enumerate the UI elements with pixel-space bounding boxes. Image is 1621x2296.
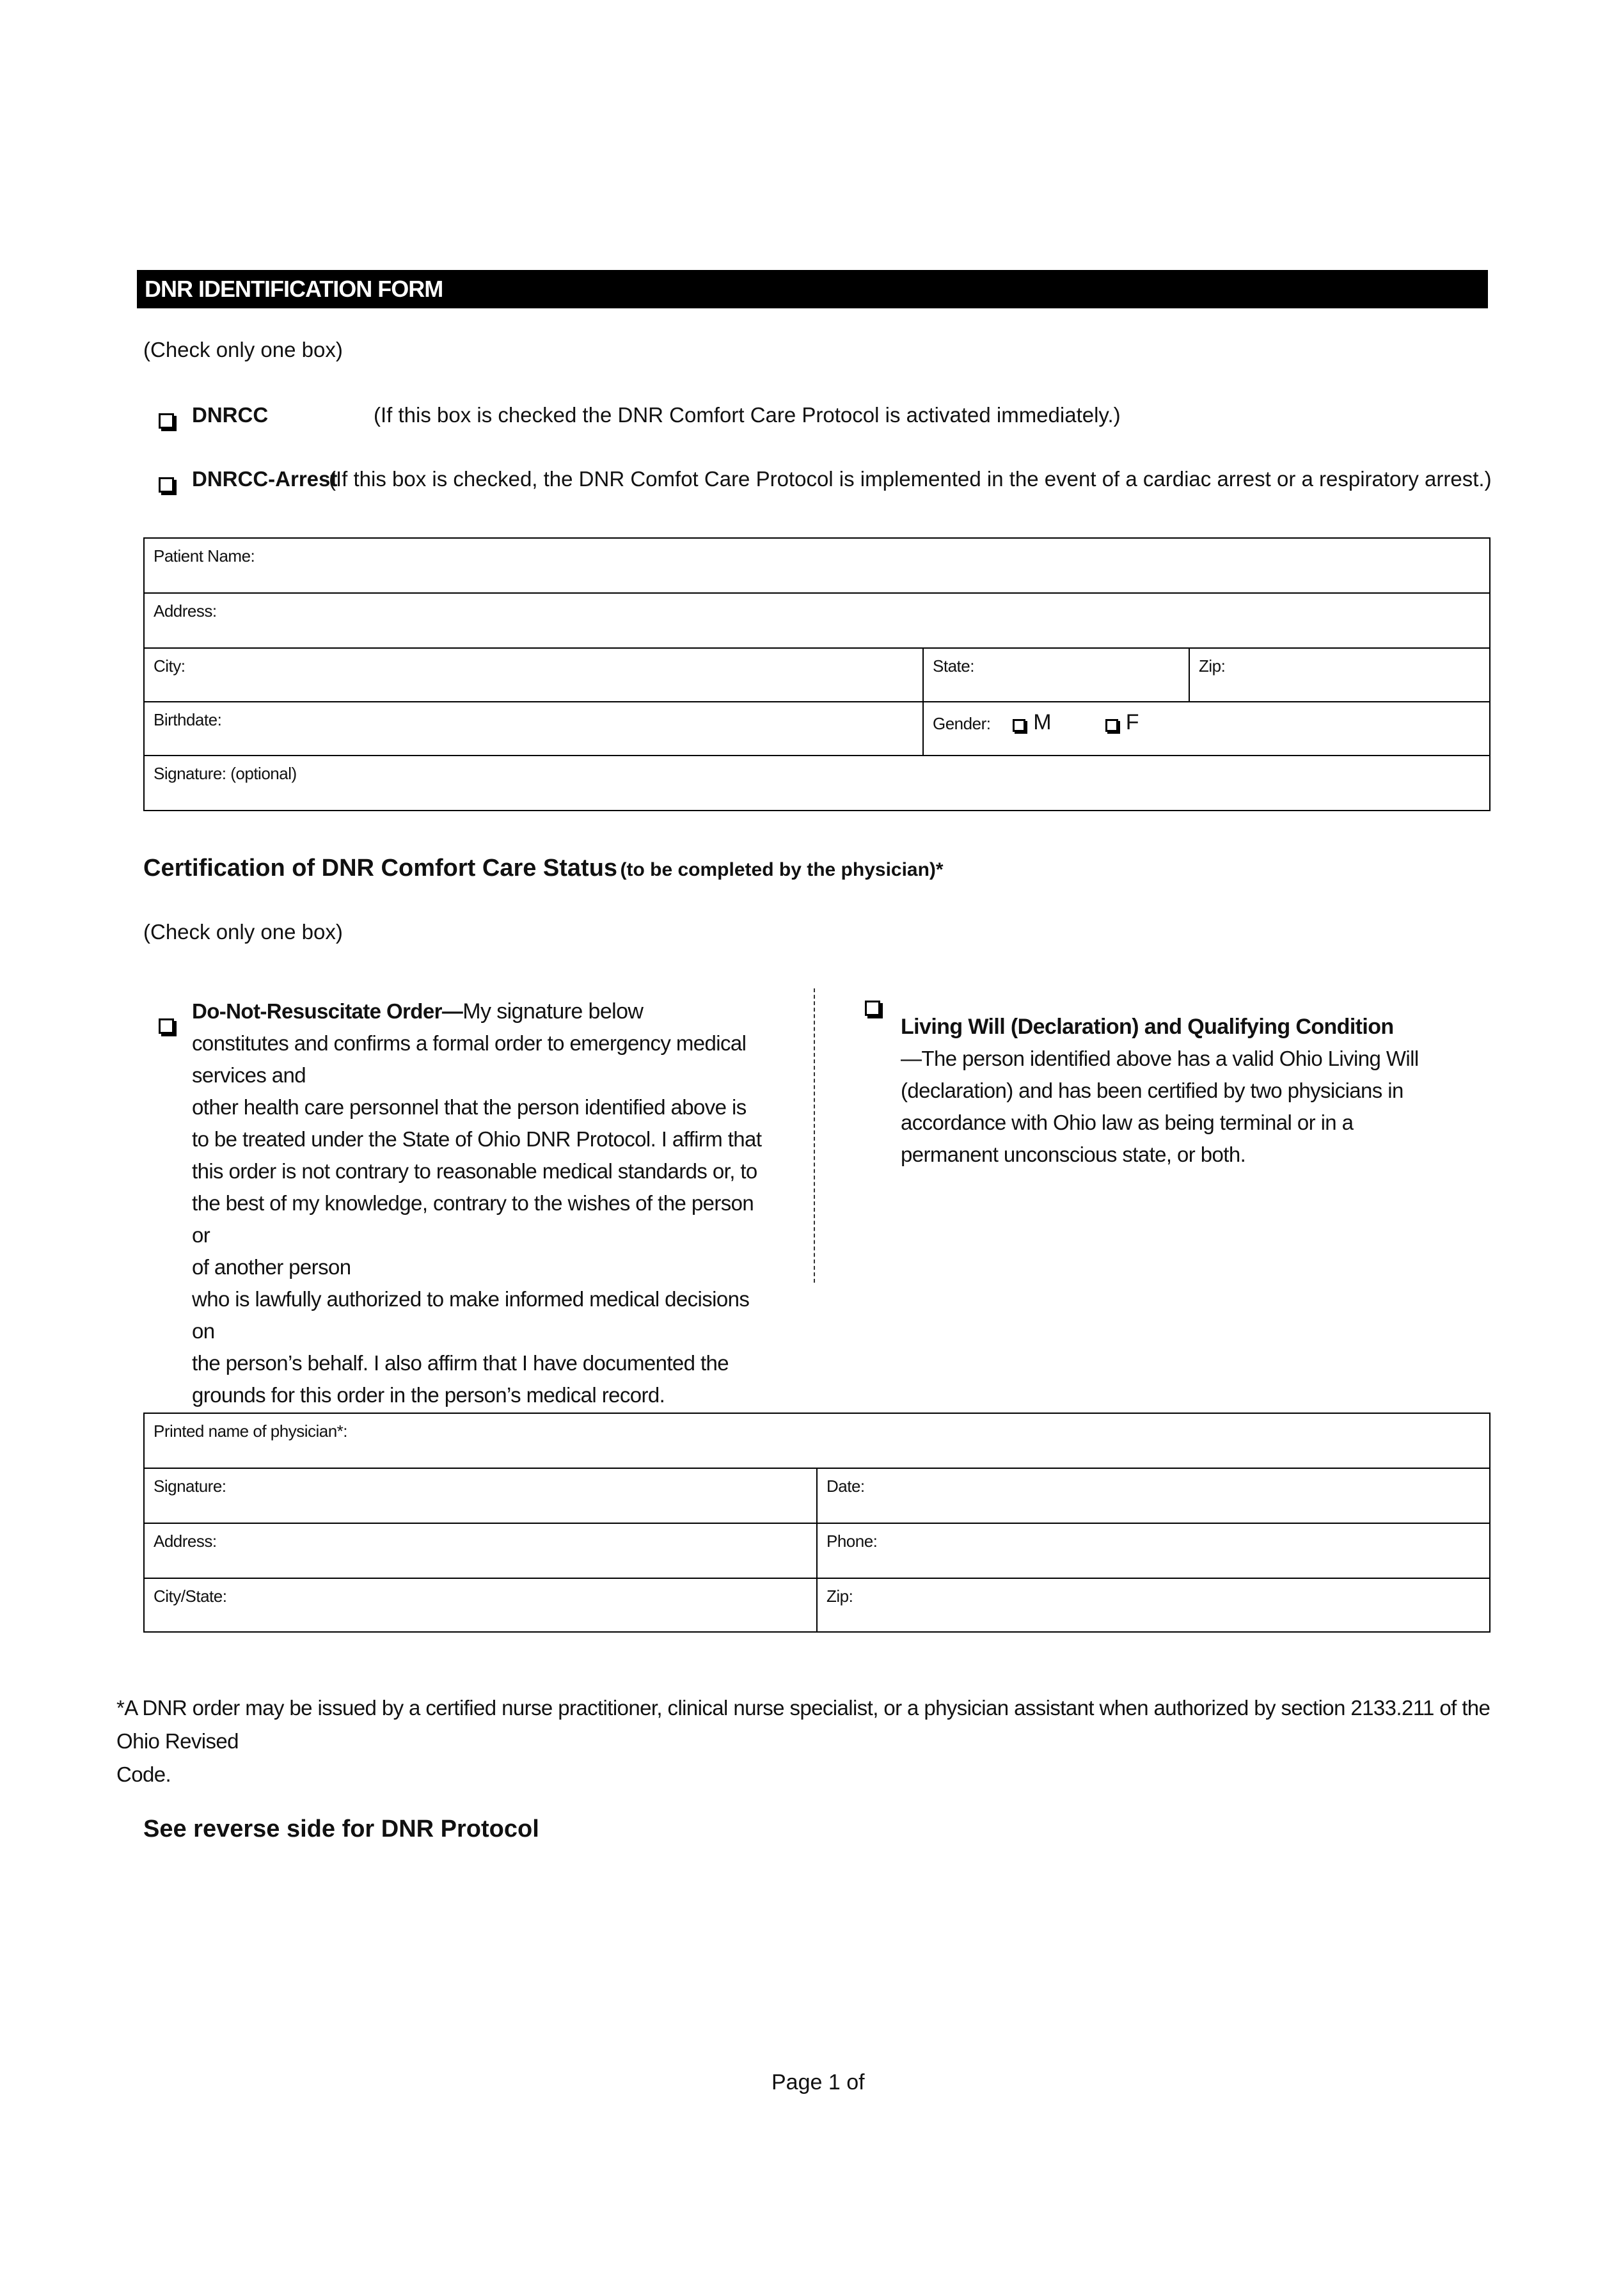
patient-info-table	[143, 537, 1491, 811]
patient-birthdate-field[interactable]	[144, 702, 923, 756]
dnr-order-line: to be treated under the State of Ohio DNR Protocol. I affirm that	[192, 1127, 762, 1151]
physician-phone-field[interactable]	[817, 1523, 1490, 1578]
dnr-order-first-line	[192, 995, 768, 1027]
dnr-order-text	[192, 995, 768, 1411]
gender-option-m[interactable]	[1033, 710, 1051, 735]
dnr-order-heading: Do-Not-Resuscitate Order—	[192, 999, 463, 1023]
dnr-order-line: this order is not contrary to reasonable medical standards or, to	[192, 1159, 757, 1183]
patient-city-label: City:	[154, 656, 186, 676]
physician-city-state-field[interactable]	[144, 1578, 817, 1632]
certification-heading	[143, 855, 944, 882]
living-will-line: —The person identified above has a valid Ohio Living Will	[901, 1047, 1419, 1070]
physician-address-field[interactable]	[144, 1523, 817, 1578]
form-title: DNR IDENTIFICATION FORM	[137, 270, 1488, 308]
dnrcc-arrest-checkbox[interactable]	[159, 477, 174, 493]
footnote	[116, 1691, 1498, 1791]
patient-gender-field	[923, 702, 1490, 756]
living-will-line: accordance with Ohio law as being terminal or in a	[901, 1111, 1354, 1134]
living-will-line: (declaration) and has been certified by two physicians in	[901, 1079, 1404, 1102]
physician-date-field[interactable]	[817, 1468, 1490, 1523]
living-will-line: permanent unconscious state, or both.	[901, 1143, 1246, 1166]
gender-m-label: M	[1033, 710, 1052, 734]
physician-city-state-label: City/State:	[154, 1587, 227, 1606]
certification-check-one: (Check only one box)	[143, 920, 343, 944]
physician-date-label: Date:	[826, 1477, 865, 1496]
dnr-order-checkbox[interactable]	[159, 1018, 174, 1034]
reverse-side-note: See reverse side for DNR Protocol	[143, 1816, 539, 1842]
dnrcc-arrest-description: (If this box is checked, the DNR Comfot Care Protocol is implemented in the event of a cardiac arrest or a respiratory arrest.)	[329, 467, 1492, 491]
living-will-heading: Living Will (Declaration) and Qualifying Condition	[901, 1015, 1394, 1039]
patient-zip-label: Zip:	[1199, 656, 1226, 676]
patient-zip-field[interactable]	[1189, 648, 1490, 702]
dnrcc-label: DNRCC	[192, 403, 269, 427]
certification-subtitle: (to be completed by the physician)*	[620, 859, 944, 880]
dnr-order-lead: My signature below	[463, 999, 644, 1024]
patient-state-field[interactable]	[923, 648, 1189, 702]
gender-option-f[interactable]	[1126, 710, 1139, 735]
dnrcc-checkbox[interactable]	[159, 413, 174, 429]
gender-m-checkbox[interactable]	[1013, 719, 1025, 732]
dnr-order-line: grounds for this order in the person’s medical record.	[192, 1383, 665, 1407]
dnrcc-description: (If this box is checked the DNR Comfort Care Protocol is activated immediately.)	[374, 403, 1121, 427]
dnr-order-line: services and	[192, 1063, 306, 1087]
dnr-order-line: who is lawfully authorized to make informed medical decisions on	[192, 1287, 750, 1343]
dnr-order-line: other health care personnel that the person identified above is	[192, 1095, 747, 1119]
physician-name-label: Printed name of physician*:	[154, 1421, 348, 1441]
check-one-instruction: (Check only one box)	[143, 338, 343, 361]
page-number: Page 1 of	[771, 2070, 865, 2094]
physician-info-table	[143, 1413, 1491, 1633]
patient-birthdate-label: Birthdate:	[154, 710, 222, 729]
physician-zip-field[interactable]	[817, 1578, 1490, 1632]
patient-address-field[interactable]	[144, 593, 1490, 648]
patient-city-field[interactable]	[144, 648, 923, 702]
physician-name-field[interactable]	[144, 1413, 1490, 1468]
patient-address-label: Address:	[154, 601, 217, 621]
physician-signature-label: Signature:	[154, 1477, 226, 1496]
dnr-order-line: of another person	[192, 1255, 351, 1279]
patient-name-field[interactable]	[144, 538, 1490, 593]
dnr-order-line: constitutes and confirms a formal order to emergency medical	[192, 1031, 747, 1055]
dnr-order-line: the best of my knowledge, contrary to the wishes of the person or	[192, 1191, 754, 1247]
gender-f-checkbox[interactable]	[1105, 719, 1118, 732]
patient-signature-field[interactable]	[144, 756, 1490, 811]
gender-f-label: F	[1125, 710, 1139, 734]
footnote-line: Code.	[116, 1762, 171, 1786]
patient-state-label: State:	[933, 656, 974, 676]
dnr-order-line: the person’s behalf. I also affirm that I have documented the	[192, 1351, 729, 1375]
living-will-checkbox[interactable]	[865, 1001, 880, 1016]
physician-signature-field[interactable]	[144, 1468, 817, 1523]
column-divider	[814, 988, 815, 1283]
footnote-line: *A DNR order may be issued by a certified nurse practitioner, clinical nurse specialist, or a physician assistant when authorized by section 2133.211 of the Ohio Revised	[116, 1696, 1491, 1753]
certification-title: Certification of DNR Comfort Care Status	[143, 855, 618, 882]
patient-name-label: Patient Name:	[154, 546, 255, 566]
physician-zip-label: Zip:	[826, 1587, 853, 1606]
physician-phone-label: Phone:	[826, 1532, 878, 1551]
patient-signature-label: Signature: (optional)	[154, 764, 297, 783]
physician-address-label: Address:	[154, 1532, 217, 1551]
living-will-text	[901, 1011, 1476, 1171]
dnrcc-arrest-label: DNRCC-Arrest	[192, 467, 338, 491]
patient-gender-label: Gender:	[933, 714, 991, 733]
